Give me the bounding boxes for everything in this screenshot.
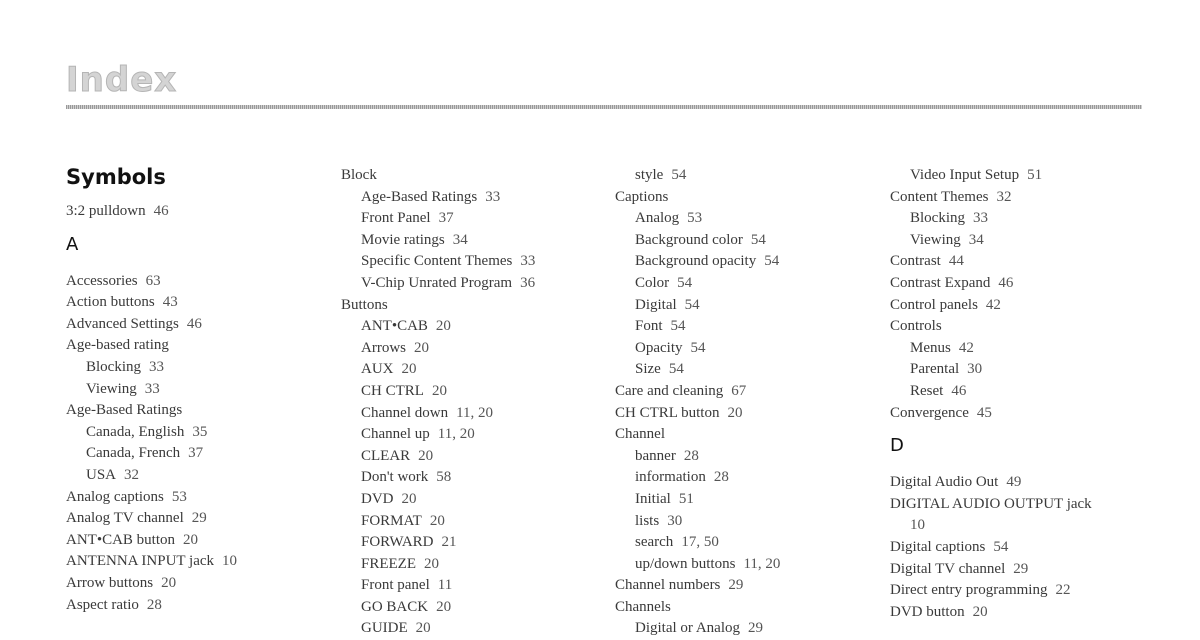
index-subentry xyxy=(66,422,306,444)
index-entry xyxy=(66,314,306,336)
entry-pages: 20 xyxy=(183,531,199,548)
entry-term: Specific Content Themes xyxy=(361,253,513,270)
entry-pages: 21 xyxy=(441,534,457,551)
index-subentry xyxy=(341,597,581,619)
index-subentry xyxy=(890,165,1130,187)
entry-term: CH CTRL button xyxy=(615,404,720,421)
index-subentry xyxy=(890,359,1130,381)
entry-pages: 35 xyxy=(192,423,208,440)
entry-pages: 33 xyxy=(149,358,164,375)
entry-pages: 54 xyxy=(993,538,1009,555)
index-subentry xyxy=(341,273,581,295)
index-subentry xyxy=(341,187,581,209)
index-subentry xyxy=(615,251,855,273)
entry-pages: 54 xyxy=(764,253,780,270)
entry-term: Don't work xyxy=(361,469,429,486)
index-subentry xyxy=(66,357,306,379)
index-subentry xyxy=(341,359,581,381)
entry-term: Controls xyxy=(890,318,942,335)
index-entry xyxy=(890,472,1130,494)
entry-term: Menus xyxy=(910,339,951,356)
entry-pages: 10 xyxy=(910,517,925,534)
entry-pages: 20 xyxy=(972,603,988,620)
index-subentry xyxy=(890,230,1130,252)
entry-pages: 17, 50 xyxy=(681,534,719,551)
entry-pages: 33 xyxy=(485,188,501,205)
entry-term: Viewing xyxy=(910,231,961,248)
entry-term: Blocking xyxy=(86,358,141,375)
entry-term: Arrows xyxy=(361,339,406,356)
index-subentry xyxy=(890,338,1130,360)
entry-pages: 54 xyxy=(690,339,706,356)
entry-term: 3:2 pulldown xyxy=(66,203,146,219)
index-entry xyxy=(890,580,1130,602)
index-subentry xyxy=(615,359,855,381)
entry-pages: 46 xyxy=(186,315,202,332)
index-subentry xyxy=(615,446,855,468)
entry-term: Opacity xyxy=(635,339,683,356)
index-entry xyxy=(341,295,581,317)
entry-pages: 33 xyxy=(144,380,160,397)
entry-pages: 37 xyxy=(438,210,454,227)
entry-term: Digital or Analog xyxy=(635,620,740,637)
entry-term: Channels xyxy=(615,598,671,615)
entry-pages: 20 xyxy=(431,382,447,399)
entry-term: Background opacity xyxy=(635,253,757,270)
entry-pages: 11, 20 xyxy=(743,555,781,572)
entry-pages: 46 xyxy=(998,274,1014,291)
entry-term: Size xyxy=(635,361,661,378)
index-column-4 xyxy=(890,165,1130,623)
index-entry xyxy=(615,381,855,403)
index-entry xyxy=(66,292,306,314)
entry-term: Digital captions xyxy=(890,538,986,555)
entry-term: Direct entry programming xyxy=(890,582,1048,599)
index-entry xyxy=(66,487,306,509)
entry-term: Viewing xyxy=(86,380,137,397)
entry-pages: 51 xyxy=(1027,167,1043,183)
entry-pages: 46 xyxy=(153,203,169,219)
index-subentry xyxy=(341,381,581,403)
entry-term: Background color xyxy=(635,231,743,248)
entry-term: Advanced Settings xyxy=(66,315,179,332)
entry-term: banner xyxy=(635,447,676,464)
entry-pages: 11, 20 xyxy=(437,426,475,443)
entry-pages: 33 xyxy=(520,253,536,270)
entry-term: Canada, French xyxy=(86,445,181,462)
entry-term: Front panel xyxy=(361,577,430,594)
index-entry xyxy=(890,187,1130,209)
entry-term: Parental xyxy=(910,361,960,378)
index-subentry xyxy=(890,381,1130,403)
index-entry xyxy=(66,271,306,293)
entry-pages: 29 xyxy=(191,510,207,527)
index-subentry xyxy=(66,443,306,465)
index-entry xyxy=(66,400,306,422)
entry-pages: 34 xyxy=(968,231,984,248)
entry-term: Action buttons xyxy=(66,294,155,311)
entry-term: style xyxy=(635,167,664,183)
index-entry xyxy=(890,537,1130,559)
index-subentry xyxy=(615,467,855,489)
entry-term: DIGITAL AUDIO OUTPUT jack xyxy=(890,495,1092,512)
entry-pages: 32 xyxy=(996,188,1012,205)
index-entry xyxy=(890,295,1130,317)
entry-term: Video Input Setup xyxy=(910,167,1020,183)
index-subentry xyxy=(341,251,581,273)
title-rule xyxy=(66,105,1142,109)
index-subentry xyxy=(341,575,581,597)
entry-pages: 29 xyxy=(1013,560,1029,577)
section-heading: A xyxy=(66,233,79,255)
index-entry xyxy=(615,187,855,209)
entry-term: GO BACK xyxy=(361,598,429,615)
entry-pages: 33 xyxy=(973,210,988,227)
entry-pages: 20 xyxy=(436,598,452,615)
entry-term: Blocking xyxy=(910,210,965,227)
index-entry xyxy=(66,335,306,357)
index-subentry xyxy=(341,424,581,446)
index-column-1 xyxy=(66,165,306,616)
index-subentry xyxy=(615,295,855,317)
index-subentry xyxy=(341,446,581,468)
entry-term: Channel down xyxy=(361,404,449,421)
index-subentry xyxy=(615,489,855,511)
entry-pages: 54 xyxy=(670,318,686,335)
entry-term: Reset xyxy=(910,382,944,399)
entry-pages: 58 xyxy=(436,469,452,486)
index-subentry xyxy=(341,230,581,252)
entry-term: Convergence xyxy=(890,404,969,421)
entry-term: Channel numbers xyxy=(615,577,721,594)
entry-pages: 11 xyxy=(437,577,453,594)
entry-term: Age-Based Ratings xyxy=(361,188,478,205)
entry-term: Initial xyxy=(635,490,671,507)
entry-term: Movie ratings xyxy=(361,231,445,248)
index-entry xyxy=(341,165,581,187)
entry-pages: 29 xyxy=(728,577,744,594)
entry-pages: 20 xyxy=(429,512,445,529)
index-subentry xyxy=(615,554,855,576)
entry-pages: 20 xyxy=(435,318,451,335)
index-subentry xyxy=(615,511,855,533)
entry-pages: 53 xyxy=(171,488,187,505)
index-subentry xyxy=(341,208,581,230)
entry-pages: 42 xyxy=(958,339,974,356)
entry-pages: 11, 20 xyxy=(456,404,494,421)
index-subentry xyxy=(341,554,581,576)
entry-term: CH CTRL xyxy=(361,382,424,399)
entry-term: Arrow buttons xyxy=(66,574,154,591)
entry-pages: 20 xyxy=(418,447,434,464)
index-subentry xyxy=(615,338,855,360)
entry-term: FREEZE xyxy=(361,555,416,572)
index-entry xyxy=(615,575,855,597)
index-entry xyxy=(890,494,1130,516)
index-subentry xyxy=(615,165,855,187)
entry-pages: 37 xyxy=(188,445,204,462)
index-subentry xyxy=(615,532,855,554)
index-entry xyxy=(66,201,306,223)
entry-term: Block xyxy=(341,167,377,183)
entry-term: AUX xyxy=(361,361,394,378)
entry-term: Contrast xyxy=(890,253,941,270)
entry-term: ANT•CAB button xyxy=(66,531,176,548)
entry-pages: 42 xyxy=(985,296,1001,313)
entry-pages: 46 xyxy=(951,382,967,399)
index-subentry xyxy=(615,273,855,295)
entry-term: USA xyxy=(86,466,117,483)
entry-term: Front Panel xyxy=(361,210,431,227)
entry-term: Canada, English xyxy=(86,423,185,440)
entry-pages: 20 xyxy=(415,620,431,637)
index-subentry xyxy=(341,467,581,489)
entry-pages: 54 xyxy=(668,361,684,378)
index-subentry xyxy=(615,230,855,252)
entry-term: lists xyxy=(635,512,660,529)
entry-pages: 63 xyxy=(145,272,161,289)
index-entry xyxy=(890,602,1130,624)
entry-term: Digital xyxy=(635,296,677,313)
index-column-2 xyxy=(341,165,581,640)
index-subentry xyxy=(615,208,855,230)
index-entry xyxy=(66,530,306,552)
entry-term: ANT•CAB xyxy=(361,318,428,335)
entry-term: DVD button xyxy=(890,603,965,620)
entry-term: Digital TV channel xyxy=(890,560,1006,577)
entry-pages: 10 xyxy=(222,553,238,570)
entry-pages: 54 xyxy=(671,167,687,183)
index-subentry xyxy=(341,618,581,640)
index-entry xyxy=(66,573,306,595)
section-heading: Symbols xyxy=(66,165,166,189)
index-subentry xyxy=(615,618,855,640)
entry-term: Analog captions xyxy=(66,488,164,505)
index-subentry xyxy=(66,379,306,401)
entry-term: Captions xyxy=(615,188,669,205)
entry-term: ANTENNA INPUT jack xyxy=(66,553,215,570)
entry-pages: 28 xyxy=(146,596,162,613)
index-entry xyxy=(66,595,306,617)
entry-term: Digital Audio Out xyxy=(890,474,999,491)
entry-term: Analog TV channel xyxy=(66,510,184,527)
entry-pages: 34 xyxy=(452,231,468,248)
index-subentry xyxy=(341,403,581,425)
entry-pages: 20 xyxy=(401,490,417,507)
entry-term: Aspect ratio xyxy=(66,596,139,613)
entry-pages: 30 xyxy=(667,512,683,529)
entry-pages: 44 xyxy=(948,253,964,270)
entry-pages: 54 xyxy=(684,296,700,313)
section-heading: D xyxy=(890,435,904,457)
entry-term: GUIDE xyxy=(361,620,408,637)
entry-term: Control panels xyxy=(890,296,978,313)
entry-pages: 29 xyxy=(748,620,763,637)
index-entry xyxy=(890,273,1130,295)
index-entry xyxy=(890,251,1130,273)
index-entry xyxy=(615,403,855,425)
entry-term: Contrast Expand xyxy=(890,274,991,291)
entry-term: Age-Based Ratings xyxy=(66,402,183,419)
entry-pages: 32 xyxy=(124,466,140,483)
index-subentry xyxy=(615,316,855,338)
entry-term: CLEAR xyxy=(361,447,411,464)
index-subentry xyxy=(341,532,581,554)
entry-term: Care and cleaning xyxy=(615,382,724,399)
index-subentry xyxy=(890,208,1130,230)
index-entry xyxy=(615,424,855,446)
entry-pages: 54 xyxy=(677,274,693,291)
entry-pages: 22 xyxy=(1055,582,1071,599)
index-entry xyxy=(66,508,306,530)
entry-pages: 20 xyxy=(414,339,429,356)
index-subentry xyxy=(66,465,306,487)
index-subentry xyxy=(341,338,581,360)
entry-pages: 43 xyxy=(162,294,178,311)
entry-pages: 28 xyxy=(713,469,729,486)
index-entry xyxy=(890,559,1130,581)
index-subentry xyxy=(890,515,1130,537)
index-subentry xyxy=(341,489,581,511)
entry-term: Channel xyxy=(615,426,665,443)
entry-term: up/down buttons xyxy=(635,555,736,572)
entry-pages: 28 xyxy=(683,447,699,464)
entry-term: Analog xyxy=(635,210,680,227)
entry-pages: 45 xyxy=(976,404,992,421)
entry-pages: 20 xyxy=(401,361,417,378)
entry-term: FORMAT xyxy=(361,512,422,529)
entry-pages: 20 xyxy=(727,404,743,421)
entry-pages: 49 xyxy=(1006,474,1022,491)
index-column-3 xyxy=(615,165,855,640)
entry-pages: 51 xyxy=(678,490,694,507)
index-entry xyxy=(615,597,855,619)
entry-pages: 30 xyxy=(967,361,983,378)
entry-term: Accessories xyxy=(66,272,138,289)
entry-pages: 36 xyxy=(520,274,536,291)
index-entry xyxy=(66,551,306,573)
entry-pages: 54 xyxy=(750,231,766,248)
entry-pages: 53 xyxy=(687,210,703,227)
entry-term: information xyxy=(635,469,706,486)
index-entry xyxy=(890,403,1130,425)
index-subentry xyxy=(341,511,581,533)
entry-term: Color xyxy=(635,274,670,291)
entry-term: search xyxy=(635,534,674,551)
entry-term: Channel up xyxy=(361,426,430,443)
entry-term: Content Themes xyxy=(890,188,989,205)
index-entry xyxy=(890,316,1130,338)
entry-term: Buttons xyxy=(341,296,388,313)
entry-term: Age-based rating xyxy=(66,337,169,354)
index-subentry xyxy=(341,316,581,338)
entry-term: FORWARD xyxy=(361,534,434,551)
entry-pages: 20 xyxy=(424,555,439,572)
entry-term: V-Chip Unrated Program xyxy=(361,274,513,291)
entry-term: Font xyxy=(635,318,663,335)
page-title: Index xyxy=(66,60,178,100)
entry-pages: 67 xyxy=(731,382,747,399)
entry-term: DVD xyxy=(361,490,394,507)
entry-pages: 20 xyxy=(161,574,177,591)
